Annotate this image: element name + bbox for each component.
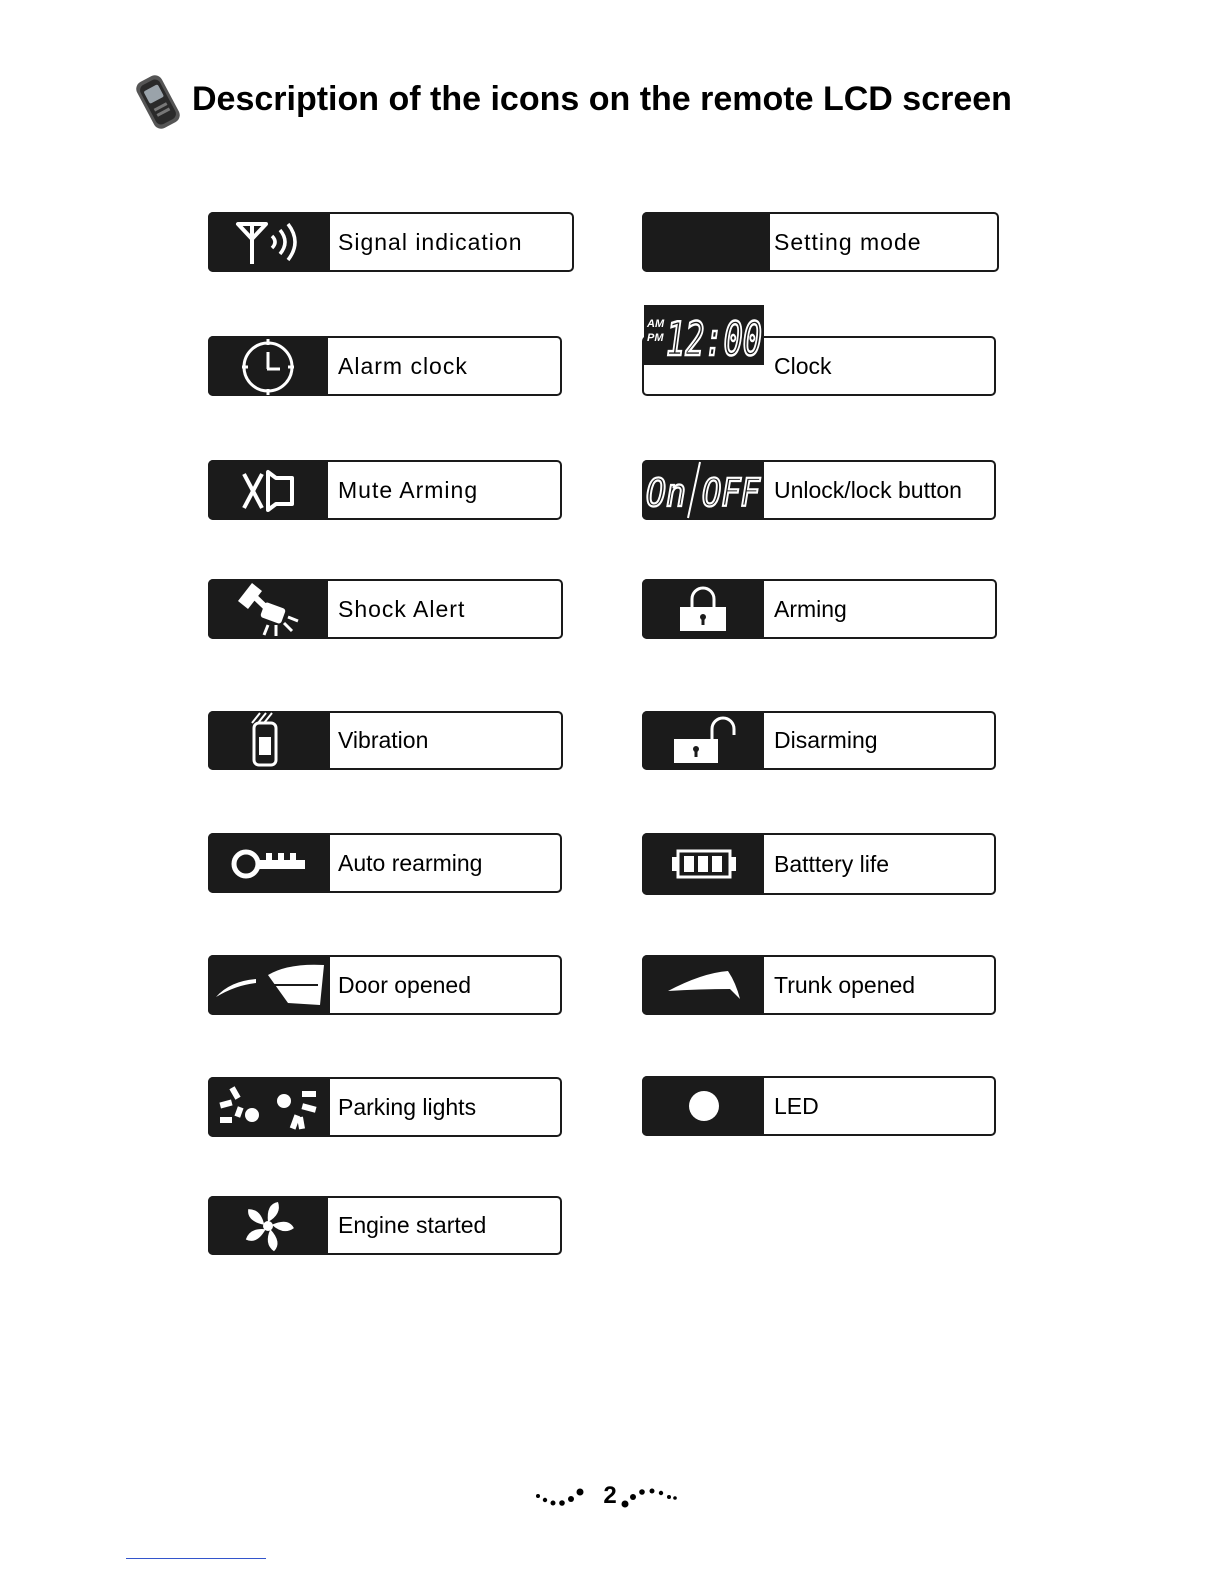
icon-label: Setting mode <box>774 228 922 255</box>
icon-entry-door-opened <box>208 955 562 1015</box>
lcd-time-text: 12:00 <box>666 312 762 366</box>
fan-icon <box>208 1196 328 1255</box>
battery-icon <box>642 833 764 895</box>
icon-label: Door opened <box>338 971 471 998</box>
trunk-icon <box>642 955 764 1015</box>
icon-entry-unlock-lock-button <box>642 460 996 520</box>
page-number-text: 2 <box>603 1482 617 1509</box>
icon-label: Mute Arming <box>338 476 479 503</box>
icon-entry-led <box>642 1076 996 1136</box>
hammer-shock-icon <box>208 579 328 639</box>
padlock-closed-icon <box>642 579 764 639</box>
lcd-off-text: OFF <box>702 471 761 515</box>
icon-label: Auto rearming <box>338 849 483 876</box>
icon-label: Parking lights <box>338 1093 477 1120</box>
remote-fob-icon <box>130 72 186 132</box>
lcd-on-text: On <box>646 471 686 515</box>
icon-label: Alarm clock <box>338 352 468 379</box>
key-icon <box>208 833 330 893</box>
lcd-pm-text: PM <box>647 332 664 344</box>
icon-label: Arming <box>774 595 847 622</box>
setting-mode-block <box>642 212 770 272</box>
icon-entry-shock-alert <box>208 579 563 639</box>
footer-line <box>126 1558 266 1559</box>
icon-label: Batttery life <box>774 850 890 877</box>
icon-label: Engine started <box>338 1212 487 1238</box>
car-door-icon <box>208 955 330 1015</box>
lcd-am-text: AM <box>647 318 665 330</box>
page-title: Description of the icons on the remote LCD screen <box>192 80 1012 118</box>
icon-entry-parking-lights <box>208 1077 562 1137</box>
on-off-icon <box>642 460 764 520</box>
page-number <box>530 1478 690 1518</box>
icon-entry-battery-life <box>642 833 996 895</box>
icon-entry-signal-indication <box>208 212 574 272</box>
parking-lights-icon <box>208 1077 330 1137</box>
icon-entry-arming <box>642 579 997 639</box>
icon-entry-disarming <box>642 711 996 770</box>
icon-entry-engine-started <box>208 1196 562 1255</box>
icon-label: Unlock/lock button <box>774 476 962 503</box>
icon-label: Disarming <box>774 727 878 753</box>
icon-entry-auto-rearming <box>208 833 562 893</box>
icon-label: LED <box>774 1092 819 1119</box>
signal-antenna-icon <box>208 212 330 272</box>
icon-label: Trunk opened <box>774 971 916 998</box>
led-dot-icon <box>642 1076 764 1136</box>
vibrating-remote-icon <box>208 711 330 770</box>
padlock-open-icon <box>642 711 764 770</box>
icon-entry-trunk-opened <box>642 955 996 1015</box>
icon-entry-vibration <box>208 711 563 770</box>
icon-label: Clock <box>774 352 832 379</box>
mute-speaker-icon <box>208 460 328 520</box>
icon-label: Signal indication <box>338 228 523 255</box>
icon-entry-alarm-clock <box>208 336 562 396</box>
icon-label: Vibration <box>338 727 429 753</box>
lcd-clock-icon <box>644 305 764 365</box>
icon-entry-mute-arming <box>208 460 562 520</box>
icon-entry-setting-mode <box>642 212 999 272</box>
icon-label: Shock Alert <box>338 595 466 622</box>
alarm-clock-icon <box>208 336 328 396</box>
